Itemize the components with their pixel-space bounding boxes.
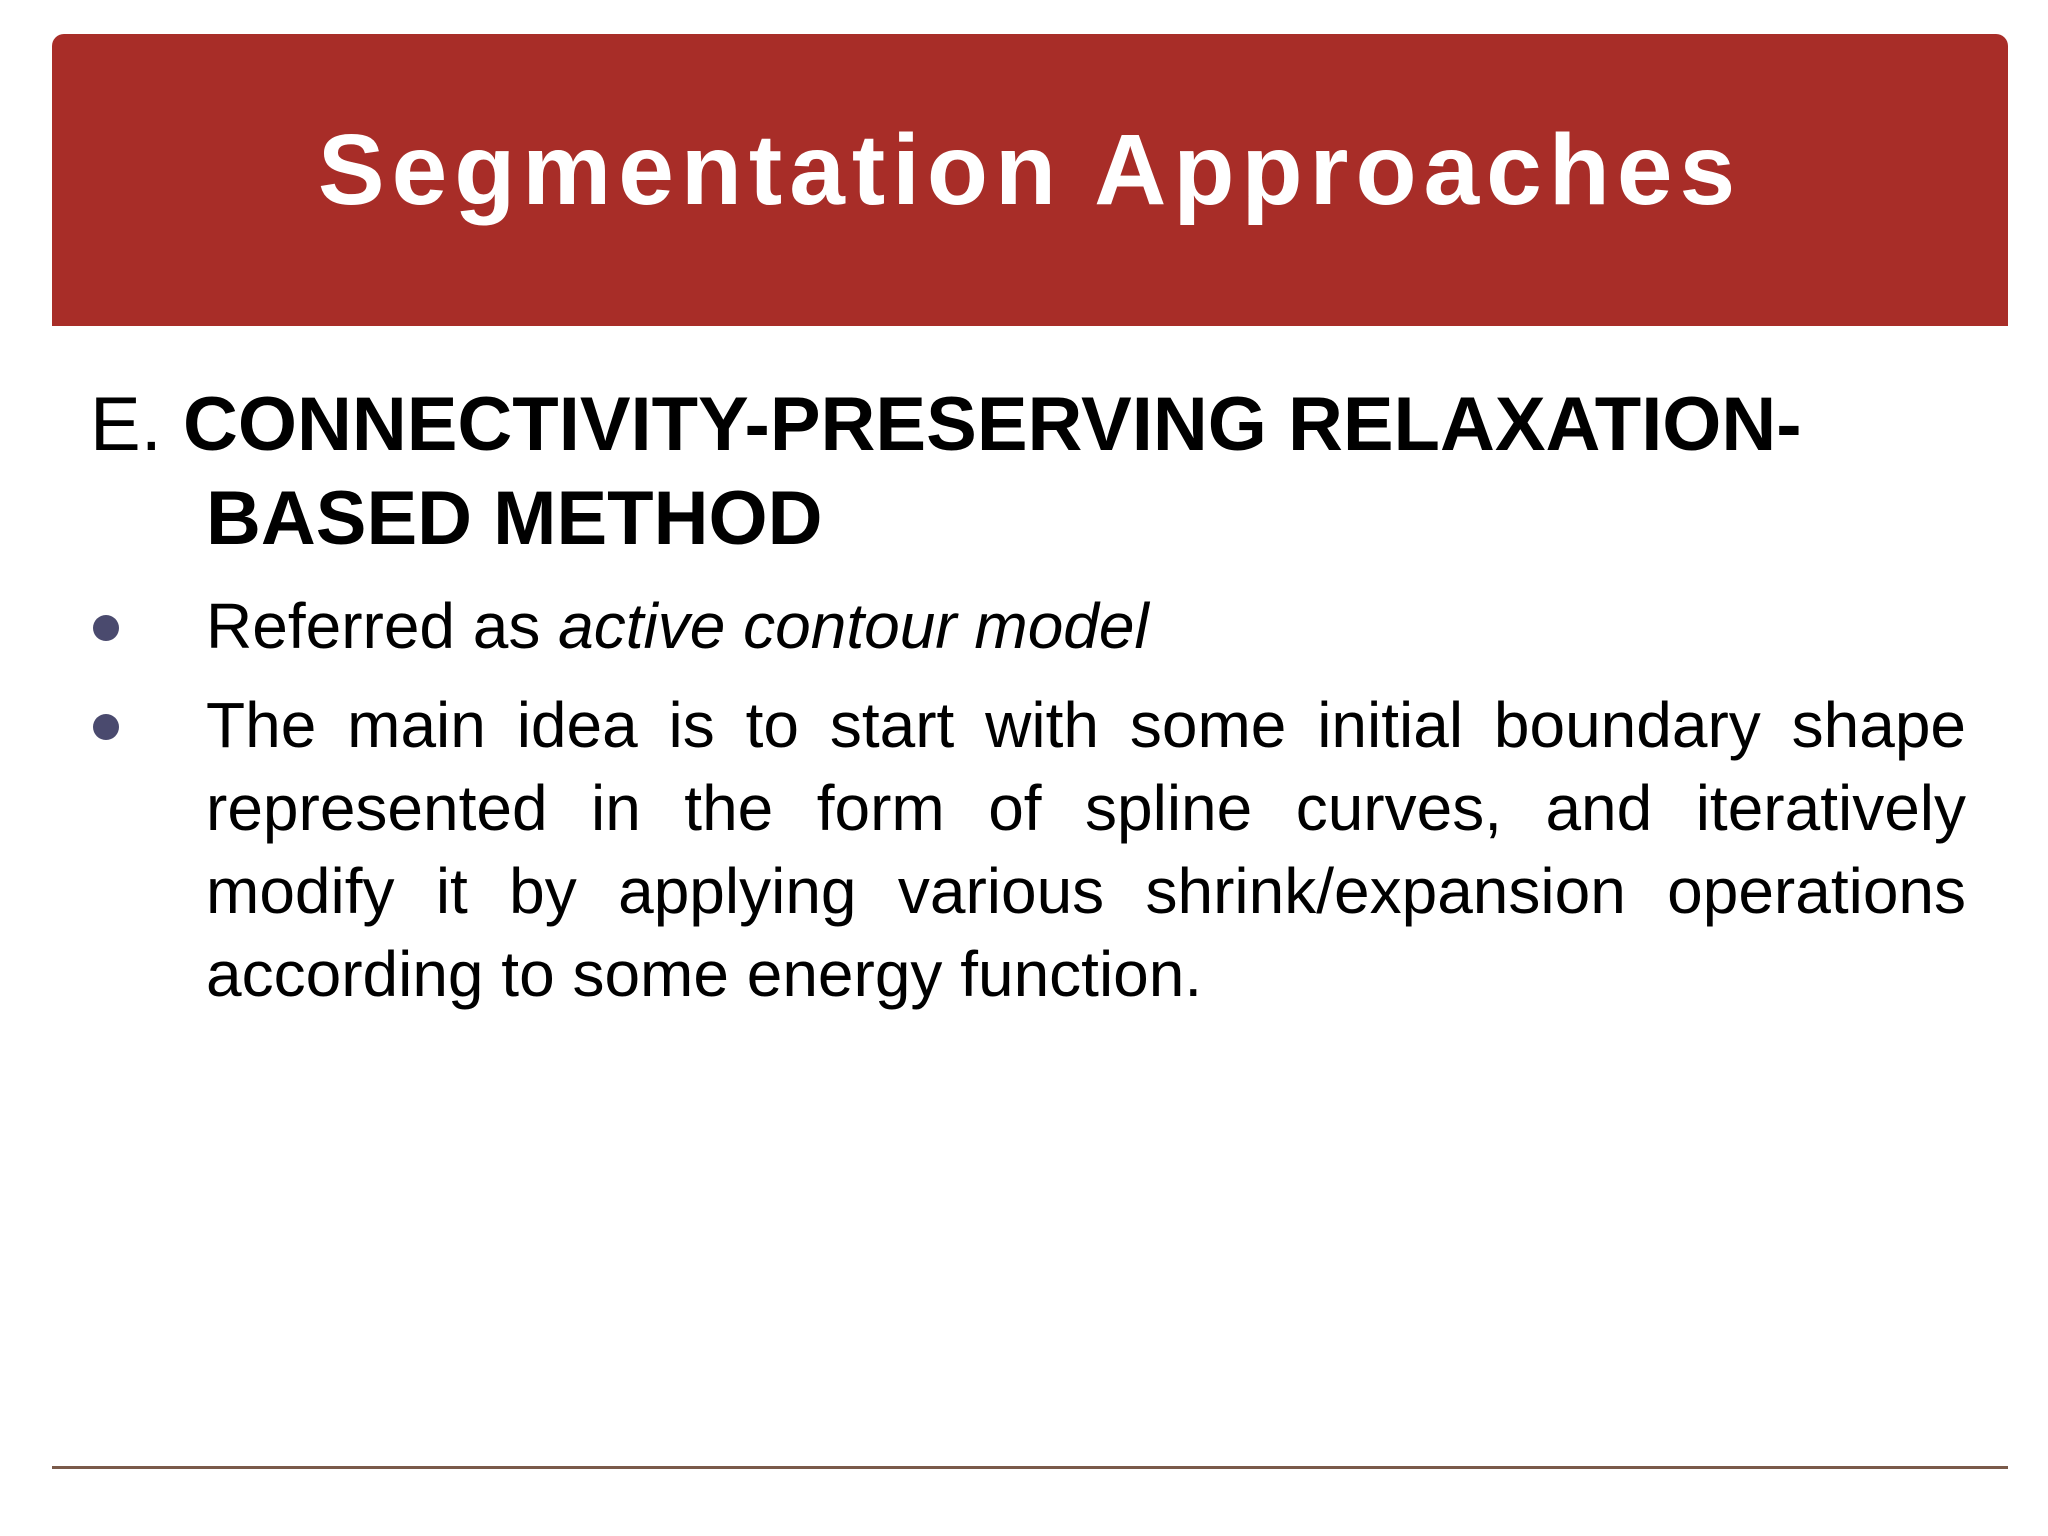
footer-divider (52, 1466, 2008, 1469)
heading-line-2: BASED METHOD (206, 476, 823, 561)
heading-prefix: E. (90, 382, 162, 467)
bullet-2-line-2: represented in the form of spline curves, and iteratively (206, 772, 1966, 844)
bullet-text-2 (206, 684, 1966, 1016)
bullet-2-line-4: according to some energy function. (206, 938, 1203, 1010)
bullet-dot-icon (93, 615, 119, 641)
bullet-2-line-1: The main idea is to start with some initial boundary shape (206, 689, 1966, 761)
bullet-2-line-3: modify it by applying various shrink/expansion operations (206, 855, 1966, 927)
slide-title: Segmentation Approaches (317, 113, 1743, 226)
section-heading (90, 378, 1940, 566)
bullet-text-1 (206, 585, 1966, 668)
bullet-1-italic: active contour model (558, 590, 1149, 662)
heading-line-1: CONNECTIVITY-PRESERVING RELAXATION- (182, 382, 1802, 467)
bullet-1-plain: Referred as (206, 590, 559, 662)
bullet-dot-icon (93, 714, 119, 740)
title-bar (52, 34, 2008, 326)
